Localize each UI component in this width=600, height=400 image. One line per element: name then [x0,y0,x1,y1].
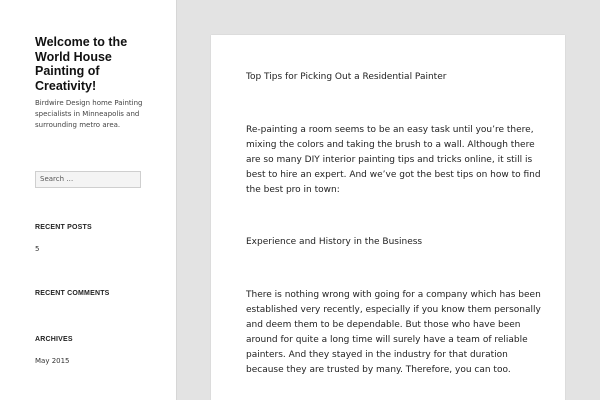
paragraph-experience: There is nothing wrong with going for a company which has been established very recently, especially if you know them personally and deem them to be dependable. But those who have been around for quite a long time will surely have a team of reliable painters. And they stayed in the industry for that duration because they are trusted by many. Therefore, you can too. [246,290,541,375]
search-input[interactable]: Search … [35,171,141,188]
recent-comments-title: RECENT COMMENTS [35,290,110,297]
site-title[interactable]: Welcome to the World House Painting of Creativity! [35,35,128,93]
article-card [211,35,565,400]
sidebar-divider [176,0,177,400]
recent-post-link[interactable]: 5 [35,245,40,253]
site-description: Birdwire Design home Painting specialists in Minneapolis and surrounding metro area. [35,99,143,129]
sidebar [0,0,176,400]
archive-link-may-2015[interactable]: May 2015 [35,357,70,365]
archives-title: ARCHIVES [35,336,73,343]
section-heading: Experience and History in the Business [246,237,423,247]
recent-posts-title: RECENT POSTS [35,224,92,231]
post-title: Top Tips for Picking Out a Residential Painter [246,72,447,82]
paragraph-intro: Re-painting a room seems to be an easy task until you’re there, mixing the colors and taking the brush to a wall. Although there are so many DIY interior painting tips and tricks online, it still is best to hire an expert. And we’ve got the best tips on how to find the best pro in town: [246,125,541,195]
